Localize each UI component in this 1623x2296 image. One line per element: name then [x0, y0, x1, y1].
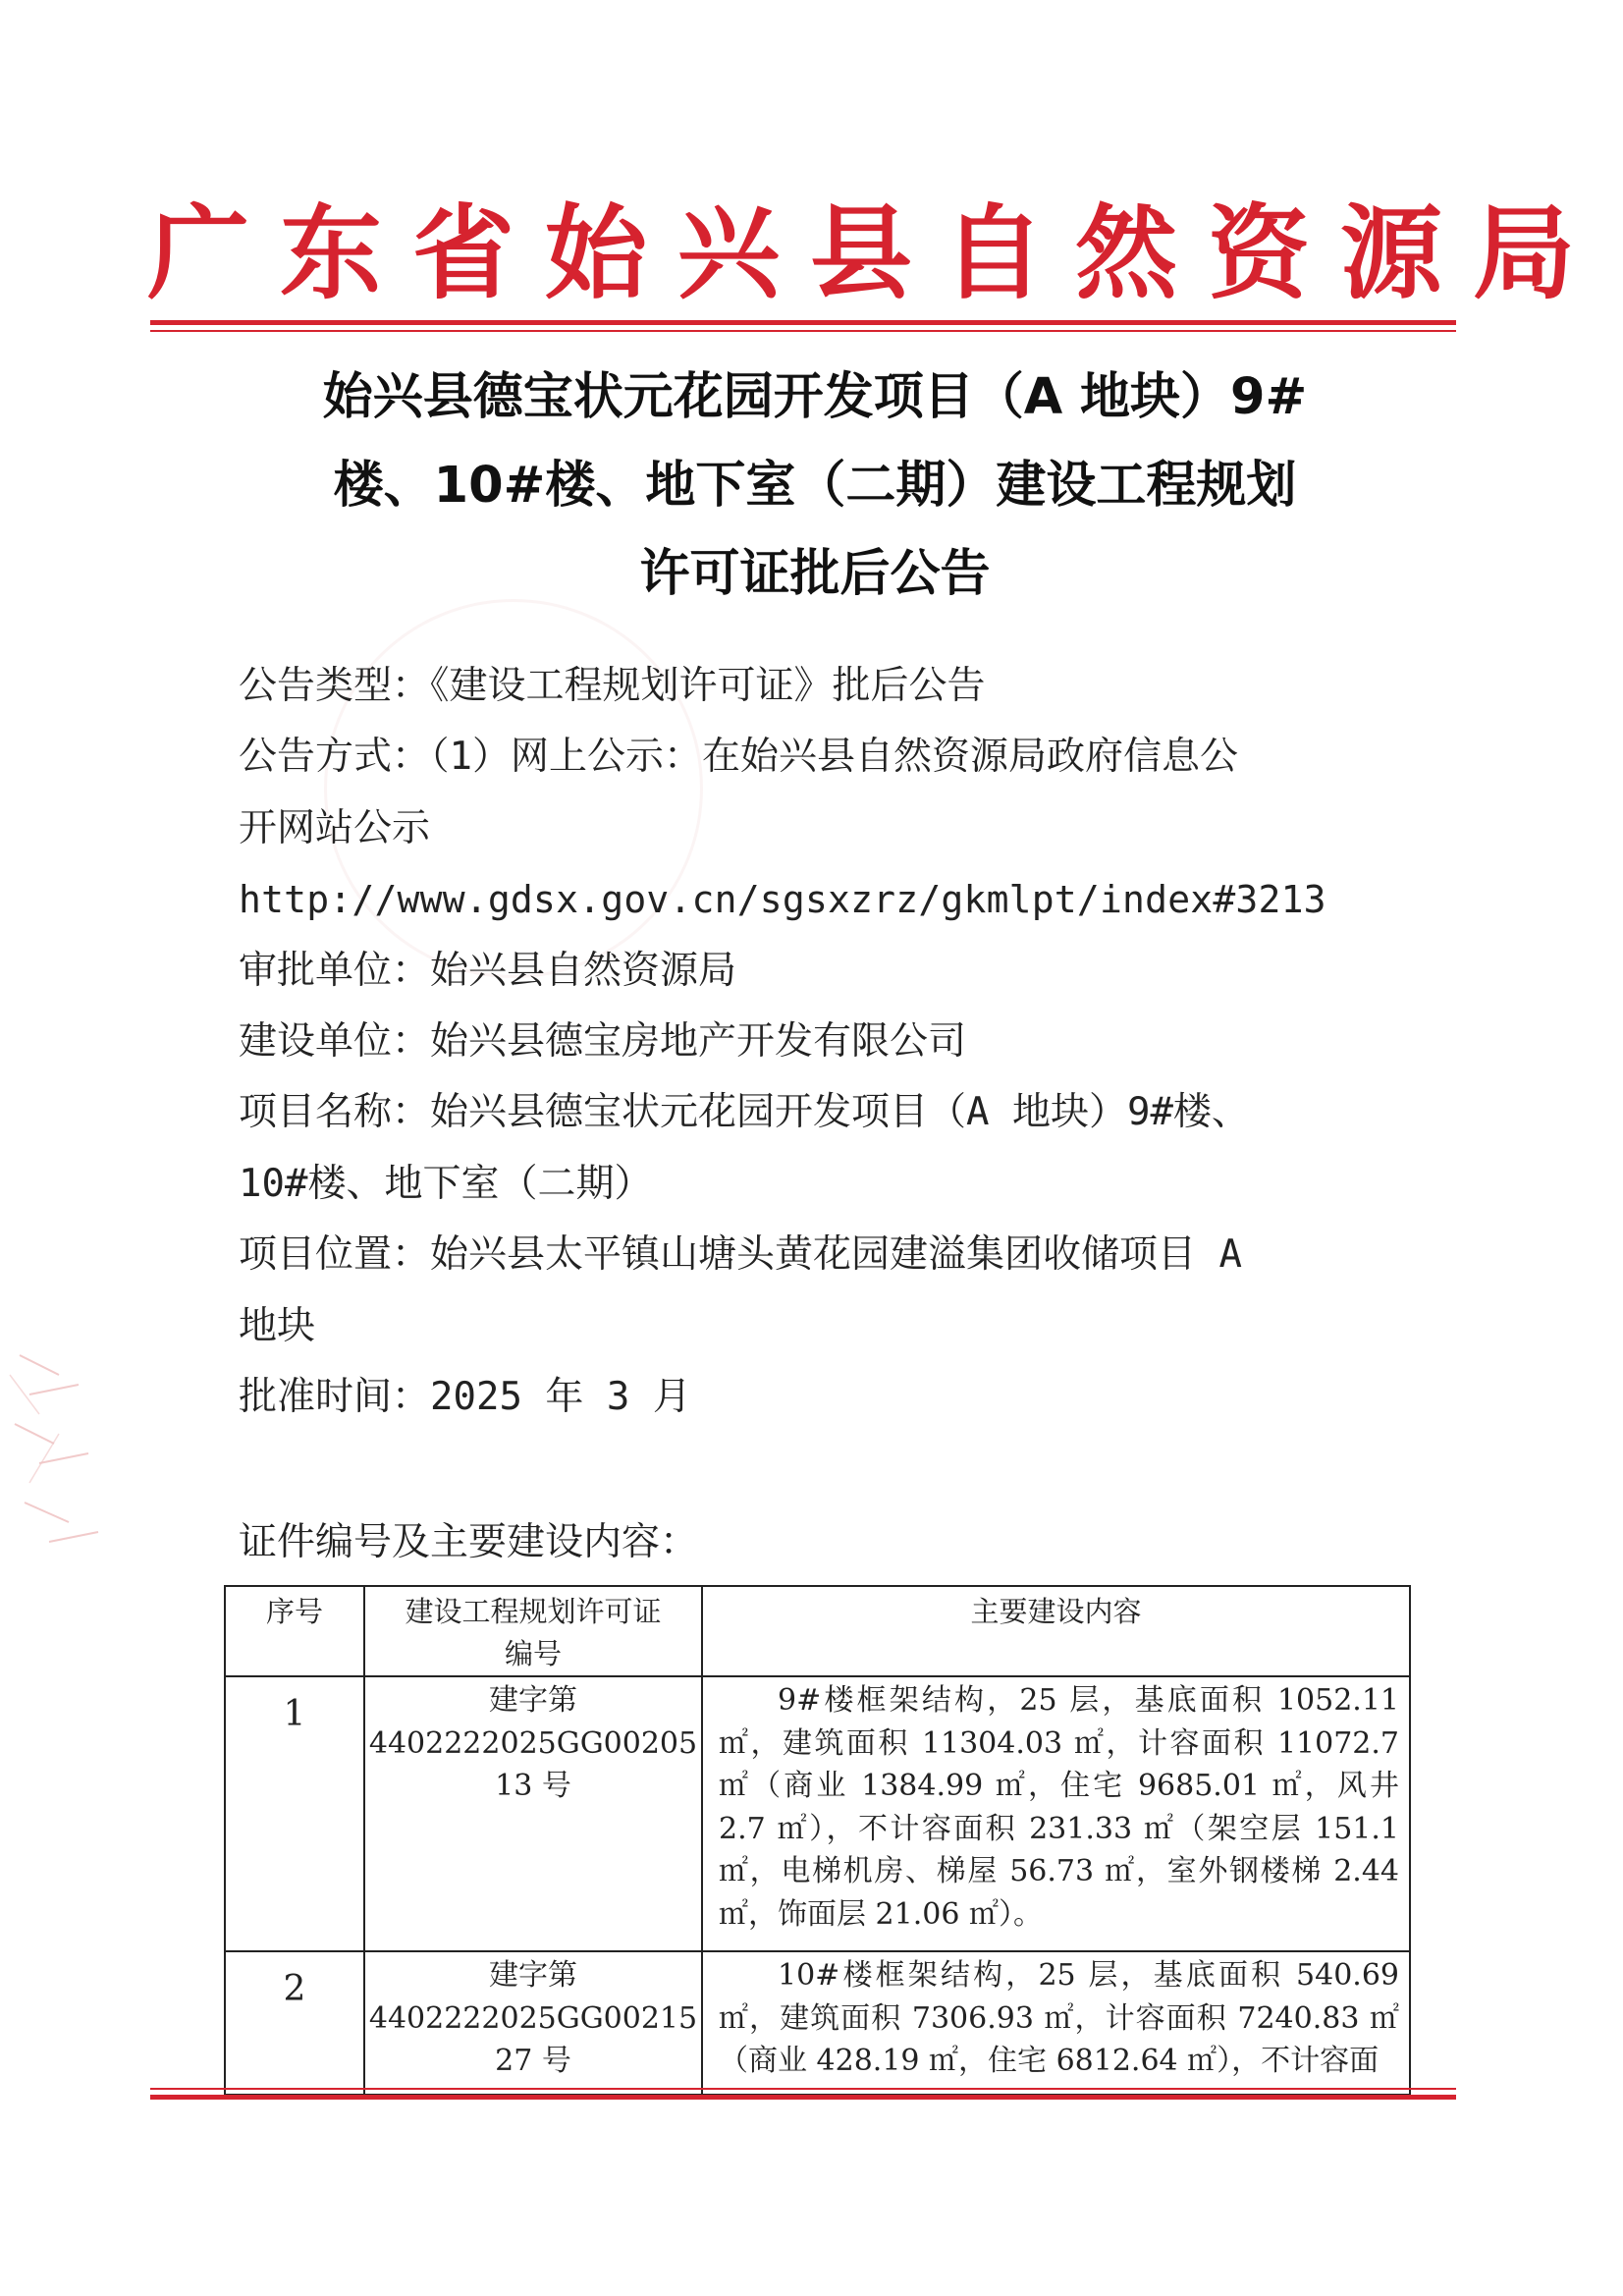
scan-artifact-marks	[0, 1336, 137, 1591]
permit-number-line: 4402222025GG00215	[368, 2000, 698, 2036]
certificate-table	[224, 1585, 1411, 2096]
agency-letterhead: 广东省始兴县自然资源局	[147, 192, 1606, 313]
project-name: 项目名称：始兴县德宝状元花园开发项目（A 地块）9#楼、	[239, 1090, 1250, 1135]
permit-number	[364, 1676, 702, 1951]
row-number: 2	[225, 1951, 364, 2095]
table-row	[225, 1676, 1410, 1951]
announcement-body	[239, 651, 1397, 1433]
permit-number	[364, 1951, 702, 2095]
notice-url: http://www.gdsx.gov.cn/sgsxzrz/gkmlpt/index#3213	[239, 878, 1326, 922]
row-number: 1	[225, 1676, 364, 1951]
project-location: 项目位置：始兴县太平镇山塘头黄花园建溢集团收储项目 A	[239, 1232, 1242, 1278]
construction-unit: 建设单位：始兴县德宝房地产开发有限公司	[239, 1018, 967, 1064]
permit-number-line: 建字第	[489, 1958, 577, 1993]
title-line: 楼、10#楼、地下室（二期）建设工程规划	[333, 457, 1297, 515]
construction-content	[702, 1676, 1410, 1951]
approval-time: 批准时间：2025 年 3 月	[239, 1374, 691, 1419]
construction-content-text: 9#楼框架结构，25 层，基底面积 1052.11 ㎡，建筑面积 11304.03 ㎡，计容面积 11072.7 ㎡（商业 1384.99 ㎡，住宅 9685.01 ㎡，风井 2.7 ㎡），不计容面积 231.33 ㎡（架空层 151.1 ㎡，电梯机房、梯屋 56.73 ㎡，室外钢楼梯 2.44 ㎡，饰面层 21.06 ㎡）。	[719, 1683, 1399, 1932]
construction-content	[702, 1951, 1410, 2095]
footer-divider	[150, 2088, 1456, 2100]
column-header-permit-line: 编号	[504, 1637, 562, 1670]
construction-content-text: 10#楼框架结构，25 层，基底面积 540.69 ㎡，建筑面积 7306.93 ㎡，计容面积 7240.83 ㎡（商业 428.19 ㎡，住宅 6812.64 ㎡），不计容面	[719, 1958, 1399, 2078]
title-line: 许可证批后公告	[639, 545, 991, 603]
permit-number-line: 4402222025GG00205	[368, 1725, 698, 1761]
table-row	[225, 1951, 1410, 2095]
certificate-heading: 证件编号及主要建设内容：	[239, 1520, 699, 1564]
permit-number-line: 27 号	[495, 2044, 571, 2078]
notice-method: 公告方式：（1）网上公示：在始兴县自然资源局政府信息公	[239, 735, 1238, 780]
letterhead-divider	[150, 320, 1456, 332]
column-header-content: 主要建设内容	[702, 1586, 1410, 1676]
approval-unit: 审批单位：始兴县自然资源局	[239, 948, 737, 993]
table-header-row	[225, 1586, 1410, 1676]
column-header-permit	[364, 1586, 702, 1676]
notice-type: 公告类型：《建设工程规划许可证》批后公告	[239, 664, 986, 708]
project-name-cont: 10#楼、地下室（二期）	[239, 1161, 653, 1206]
document-title	[226, 354, 1404, 619]
column-header-no: 序号	[225, 1586, 364, 1676]
notice-method-cont: 开网站公示	[239, 805, 431, 850]
project-location-cont: 地块	[239, 1303, 316, 1348]
column-header-permit-line: 建设工程规划许可证	[405, 1595, 662, 1628]
permit-number-line: 建字第	[489, 1683, 577, 1718]
title-line: 始兴县德宝状元花园开发项目（A 地块）9#	[322, 368, 1308, 426]
permit-number-line: 13 号	[495, 1769, 571, 1803]
